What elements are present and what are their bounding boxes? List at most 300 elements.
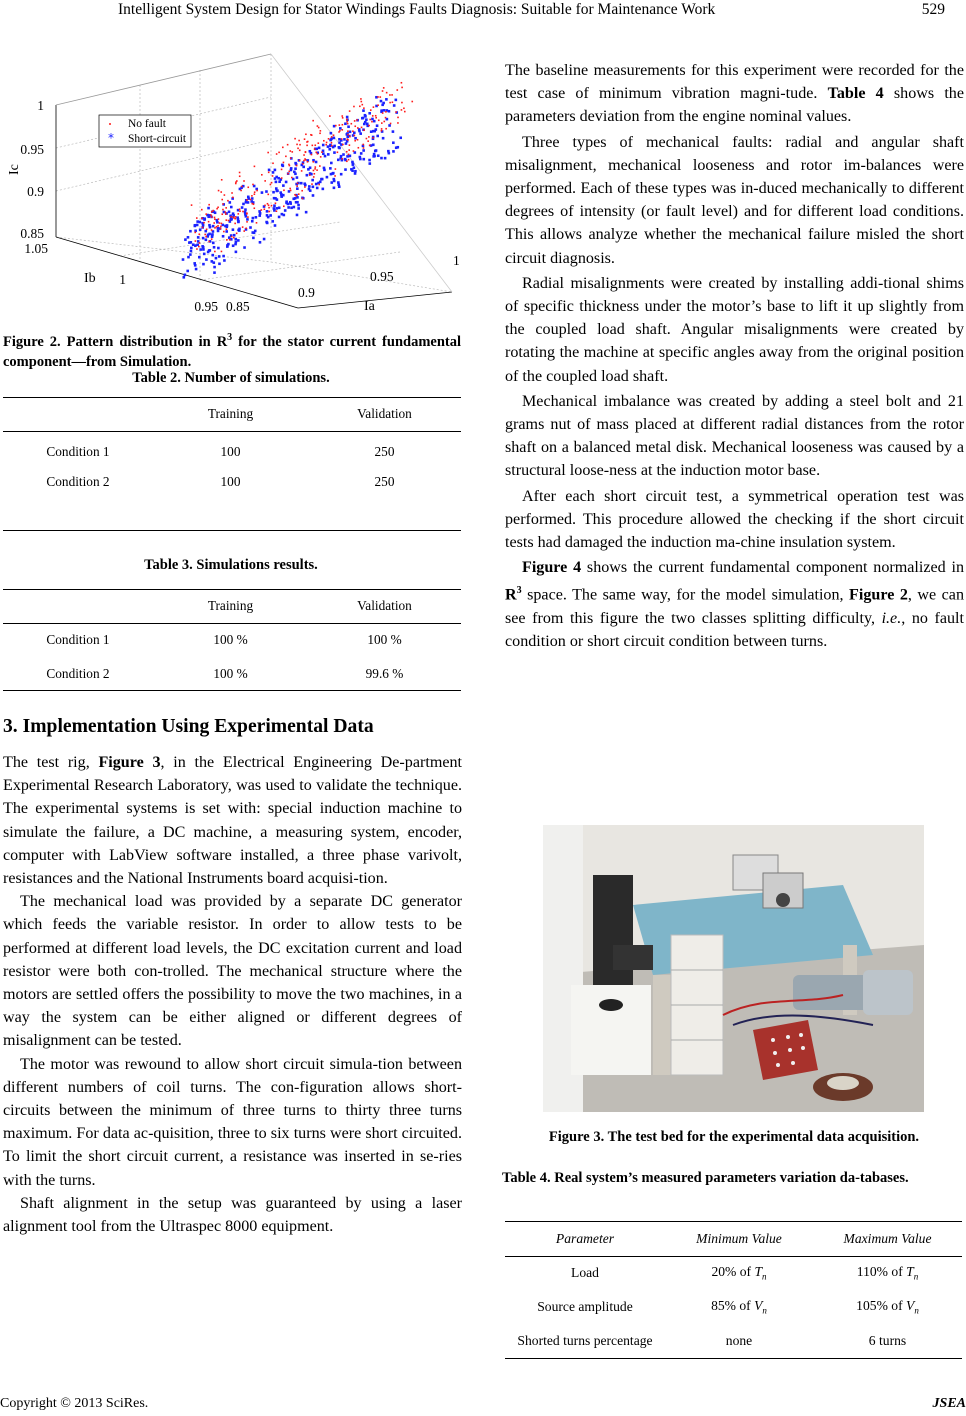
no-fault-point [217, 225, 219, 227]
no-fault-point [358, 147, 360, 149]
short-circuit-point [187, 256, 190, 259]
no-fault-point [401, 102, 403, 104]
no-fault-point [268, 204, 270, 206]
no-fault-point [361, 127, 363, 129]
short-circuit-point [222, 255, 225, 258]
no-fault-point [401, 109, 403, 111]
no-fault-point [337, 151, 339, 153]
short-circuit-point [330, 162, 333, 165]
no-fault-point [403, 107, 405, 109]
no-fault-point [289, 188, 291, 190]
no-fault-point [401, 87, 403, 89]
short-circuit-point [211, 254, 214, 257]
short-circuit-point [392, 141, 395, 144]
no-fault-point [347, 130, 349, 132]
svg-text:*: * [108, 131, 114, 145]
no-fault-point [378, 119, 380, 121]
test-bed-photo [543, 825, 924, 1112]
short-circuit-point [213, 271, 216, 274]
short-circuit-point [368, 159, 371, 162]
no-fault-point [218, 218, 220, 220]
short-circuit-point [354, 170, 357, 173]
no-fault-point [357, 139, 359, 141]
short-circuit-point [269, 214, 272, 217]
no-fault-point [247, 186, 249, 188]
short-circuit-point [199, 248, 202, 251]
no-fault-point [363, 107, 365, 109]
short-circuit-point [247, 196, 250, 199]
no-fault-point [206, 228, 208, 230]
short-circuit-point [287, 206, 290, 209]
short-circuit-point [222, 235, 225, 238]
no-fault-point [369, 145, 371, 147]
no-fault-point [339, 130, 341, 132]
short-circuit-point [202, 224, 205, 227]
short-circuit-point [217, 230, 220, 233]
no-fault-point [224, 211, 226, 213]
no-fault-point [290, 190, 292, 192]
paragraph: The motor was rewound to allow short circuit simula-tion between different numbers of coil turns. The con-figuration allows short-circuits between the minimum of three turns to thirty three turns maximum. For data ac-quisition, three to six turns were short circuited. To limit the short circuit current, a resistance was inserted in se-ries with the turns. [3, 1055, 462, 1189]
no-fault-point [283, 162, 285, 164]
no-fault-point [301, 190, 303, 192]
no-fault-point [234, 223, 236, 225]
no-fault-point [212, 210, 214, 212]
no-fault-point [389, 102, 391, 104]
figure3-caption: Figure 3. The test bed for the experimental data acquisition. [548, 1129, 920, 1145]
short-circuit-point [259, 212, 262, 215]
no-fault-point [321, 151, 323, 153]
no-fault-point [196, 217, 198, 219]
no-fault-point [305, 133, 307, 135]
no-fault-point [349, 144, 351, 146]
no-fault-point [347, 123, 349, 125]
table3-caption: Table 3. Simulations results. [144, 557, 318, 573]
short-circuit-point [201, 245, 204, 248]
no-fault-point [223, 231, 225, 233]
short-circuit-point [315, 161, 318, 164]
short-circuit-point [287, 203, 290, 206]
short-circuit-point [359, 158, 362, 161]
short-circuit-point [202, 248, 205, 251]
short-circuit-point [330, 138, 333, 141]
paragraph: Three types of mechanical faults: radial and angular shaft misalignment, mechanical looseness and rotor im-balances were performed. Each of these types was in-duced mechanically to different degrees of intensity (or fault level) and for different load conditions. This allows analyze whether the mechanical failure misled the short circuit diagnosis. [505, 133, 964, 267]
table3: Training Validation Condition 1 100 % 100 % Condition 2 100 % 99.6 % [3, 589, 461, 691]
no-fault-point [226, 228, 228, 230]
short-circuit-point [197, 236, 200, 239]
no-fault-point [383, 87, 385, 89]
short-circuit-point [331, 172, 334, 175]
no-fault-point [372, 137, 374, 139]
no-fault-point [254, 191, 256, 193]
no-fault-point [303, 154, 305, 156]
short-circuit-point [280, 193, 283, 196]
short-circuit-point [395, 146, 398, 149]
no-fault-point [354, 125, 356, 127]
no-fault-point [351, 123, 353, 125]
no-fault-point [301, 170, 303, 172]
short-circuit-point [388, 110, 391, 113]
short-circuit-point [234, 238, 237, 241]
short-circuit-point [297, 207, 300, 210]
short-circuit-point [346, 155, 349, 158]
no-fault-point [270, 184, 272, 186]
no-fault-point [267, 203, 269, 205]
paragraph: The test rig, Figure 3, in the Electrical Engineering De-partment Experimental Research Laboratory, was used to validate the technique. The experimental systems is set with: special induction machine to simulate the failure, a DC machine, a measuring system, encoder, computer with LabView software installed, a three phase varivolt, resistances and the National Instruments board acquisi-tion. [3, 754, 462, 888]
no-fault-point [271, 205, 273, 207]
no-fault-point [201, 218, 203, 220]
no-fault-point [296, 185, 298, 187]
no-fault-point [314, 148, 316, 150]
no-fault-point [242, 226, 244, 228]
no-fault-point [314, 168, 316, 170]
no-fault-point [239, 208, 241, 210]
short-circuit-point [307, 168, 310, 171]
no-fault-point [382, 90, 384, 92]
no-fault-point [333, 134, 335, 136]
no-fault-point [260, 209, 262, 211]
no-fault-point [242, 211, 244, 213]
short-circuit-point [212, 225, 215, 228]
no-fault-point [268, 172, 270, 174]
short-circuit-point [253, 231, 256, 234]
short-circuit-point [343, 138, 346, 141]
short-circuit-point [383, 109, 386, 112]
no-fault-point [401, 82, 403, 84]
no-fault-point [251, 203, 253, 205]
short-circuit-point [207, 207, 210, 210]
no-fault-point [220, 228, 222, 230]
no-fault-point [211, 238, 213, 240]
short-circuit-point [263, 238, 266, 241]
short-circuit-point [377, 154, 380, 157]
short-circuit-point [183, 276, 186, 279]
short-circuit-point [296, 214, 299, 217]
short-circuit-point [321, 178, 324, 181]
short-circuit-point [187, 236, 190, 239]
short-circuit-point [351, 169, 354, 172]
no-fault-point [357, 127, 359, 129]
short-circuit-point [371, 118, 374, 121]
no-fault-point [272, 162, 274, 164]
short-circuit-point [273, 209, 276, 212]
short-circuit-point [252, 217, 255, 220]
short-circuit-point [382, 137, 385, 140]
no-fault-point [234, 218, 236, 220]
table2-header: Training [207, 406, 254, 421]
table3-header: Training [207, 598, 254, 613]
no-fault-point [228, 220, 230, 222]
short-circuit-point [338, 141, 341, 144]
no-fault-point [267, 152, 269, 154]
no-fault-point [225, 207, 227, 209]
no-fault-point [283, 205, 285, 207]
short-circuit-point [195, 268, 198, 271]
no-fault-point [281, 177, 283, 179]
no-fault-point [299, 160, 301, 162]
no-fault-point [264, 205, 266, 207]
short-circuit-point [218, 255, 221, 258]
short-circuit-point [322, 144, 325, 147]
no-fault-point [305, 151, 307, 153]
short-circuit-point [340, 155, 343, 158]
short-circuit-point [342, 153, 345, 156]
no-fault-point [296, 165, 298, 167]
short-circuit-point [215, 257, 218, 260]
no-fault-point [361, 104, 363, 106]
no-fault-point [397, 117, 399, 119]
no-fault-point [288, 164, 290, 166]
no-fault-point [261, 174, 263, 176]
short-circuit-point [274, 177, 277, 180]
no-fault-point [377, 104, 379, 106]
short-circuit-point [319, 181, 322, 184]
no-fault-point [317, 125, 319, 127]
no-fault-point [334, 175, 336, 177]
no-fault-point [342, 117, 344, 119]
no-fault-point [208, 221, 210, 223]
paragraph: The baseline measurements for this experiment were recorded for the test case of minimum vibration magni-tude. Table 4 shows the parameters deviation from the engine nominal values. [505, 62, 964, 126]
short-circuit-point [237, 220, 240, 223]
short-circuit-point [214, 211, 217, 214]
short-circuit-point [217, 247, 220, 250]
no-fault-point [256, 190, 258, 192]
no-fault-point [283, 189, 285, 191]
short-circuit-point [380, 157, 383, 160]
short-circuit-point [184, 274, 187, 277]
short-circuit-point [213, 246, 216, 249]
short-circuit-point [182, 258, 185, 261]
short-circuit-point [272, 171, 275, 174]
no-fault-point [395, 111, 397, 113]
short-circuit-point [316, 187, 319, 190]
short-circuit-point [289, 201, 292, 204]
short-circuit-point [252, 237, 255, 240]
short-circuit-point [392, 130, 395, 133]
table4-cell: Shorted turns percentage [517, 1333, 653, 1348]
no-fault-point [312, 145, 314, 147]
short-circuit-point [388, 152, 391, 155]
no-fault-point [319, 132, 321, 134]
short-circuit-point [211, 234, 214, 237]
no-fault-point [320, 156, 322, 158]
short-circuit-point [338, 147, 341, 150]
no-fault-point [221, 179, 223, 181]
short-circuit-point [258, 214, 261, 217]
no-fault-point [225, 219, 227, 221]
short-circuit-point [372, 155, 375, 158]
no-fault-point [211, 211, 213, 213]
short-circuit-point [226, 244, 229, 247]
no-fault-point [226, 239, 228, 241]
no-fault-point [218, 190, 220, 192]
short-circuit-point [282, 184, 285, 187]
no-fault-point [347, 134, 349, 136]
short-circuit-point [309, 150, 312, 153]
short-circuit-point [209, 226, 212, 229]
no-fault-point [224, 194, 226, 196]
no-fault-point [329, 115, 331, 117]
no-fault-point [331, 145, 333, 147]
no-fault-point [210, 214, 212, 216]
no-fault-point [220, 191, 222, 193]
no-fault-point [208, 241, 210, 243]
no-fault-point [356, 119, 358, 121]
short-circuit-point [339, 127, 342, 130]
no-fault-point [211, 216, 213, 218]
no-fault-point [306, 145, 308, 147]
short-circuit-point [304, 184, 307, 187]
short-circuit-point [194, 264, 197, 267]
short-circuit-point [362, 149, 365, 152]
no-fault-point [346, 119, 348, 121]
no-fault-point [362, 144, 364, 146]
no-fault-point [291, 151, 293, 153]
no-fault-point [254, 166, 256, 168]
short-circuit-point [276, 207, 279, 210]
short-circuit-point [202, 263, 205, 266]
short-circuit-point [353, 166, 356, 169]
legend-short-circuit: Short-circuit [128, 133, 187, 145]
no-fault-point [287, 144, 289, 146]
short-circuit-point [312, 186, 315, 189]
short-circuit-point [296, 201, 299, 204]
table2-header: Validation [357, 406, 412, 421]
no-fault-point [214, 218, 216, 220]
short-circuit-point [190, 247, 193, 250]
left-column-text [3, 751, 462, 1238]
no-fault-point [341, 138, 343, 140]
paragraph: Shaft alignment in the setup was guaranteed by using a laser alignment tool from the Ultraspec 8000 equipment. [3, 1194, 462, 1236]
no-fault-point [325, 144, 327, 146]
no-fault-point [326, 142, 328, 144]
short-circuit-point [205, 238, 208, 241]
no-fault-point [291, 177, 293, 179]
no-fault-point [385, 128, 387, 130]
no-fault-point [363, 129, 365, 131]
no-fault-point [297, 148, 299, 150]
b-tick: 1 [119, 272, 126, 287]
no-fault-point [353, 106, 355, 108]
no-fault-point [221, 223, 223, 225]
no-fault-point [354, 140, 356, 142]
short-circuit-point [274, 169, 277, 172]
no-fault-point [276, 210, 278, 212]
short-circuit-point [237, 239, 240, 242]
paragraph: Figure 4 shows the current fundamental component normalized in $R^3$ space. The same way, for the model simulation, Figure 2, we can see from this figure the two classes splitting difficulty, i.e., no fault condition or short circuit condition between turns. [505, 559, 965, 651]
short-circuit-point [255, 216, 258, 219]
no-fault-point [229, 239, 231, 241]
no-fault-point [252, 184, 254, 186]
short-circuit-point [186, 270, 189, 273]
no-fault-point [298, 140, 300, 142]
no-fault-point [331, 136, 333, 138]
no-fault-point [353, 150, 355, 152]
table3-cell: Condition 1 [46, 632, 110, 647]
short-circuit-point [322, 188, 325, 191]
short-circuit-point [211, 260, 214, 263]
no-fault-point [246, 199, 248, 201]
no-fault-point [348, 159, 350, 161]
no-fault-point [346, 151, 348, 153]
short-circuit-point [196, 220, 199, 223]
short-circuit-point [294, 173, 297, 176]
no-fault-point [309, 174, 311, 176]
table4-cell: Source amplitude [537, 1299, 633, 1314]
short-circuit-point [393, 104, 396, 107]
no-fault-point [307, 161, 309, 163]
short-circuit-point [388, 124, 391, 127]
short-circuit-point [362, 109, 365, 112]
no-fault-point [320, 130, 322, 132]
no-fault-point [381, 122, 383, 124]
short-circuit-point [375, 149, 378, 152]
short-circuit-point [259, 241, 262, 244]
no-fault-point [245, 228, 247, 230]
short-circuit-point [373, 130, 376, 133]
no-fault-point [201, 209, 203, 211]
short-circuit-point [198, 256, 201, 259]
no-fault-point [290, 157, 292, 159]
short-circuit-point [346, 116, 349, 119]
short-circuit-point [290, 206, 293, 209]
short-circuit-point [196, 243, 199, 246]
short-circuit-point [372, 144, 375, 147]
no-fault-point [363, 147, 365, 149]
no-fault-point [195, 240, 197, 242]
no-fault-point [369, 119, 371, 121]
no-fault-point [233, 237, 235, 239]
short-circuit-point [293, 206, 296, 209]
no-fault-point [328, 138, 330, 140]
short-circuit-point [308, 185, 311, 188]
short-circuit-point [349, 130, 352, 133]
no-fault-point [235, 181, 237, 183]
no-fault-point [318, 142, 320, 144]
short-circuit-point [194, 225, 197, 228]
no-fault-point [331, 142, 333, 144]
table4-caption: Table 4. Real system’s measured parameters variation da-tabases. [502, 1170, 909, 1186]
no-fault-point [221, 199, 223, 201]
no-fault-point [306, 141, 308, 143]
section-heading: 3. Implementation Using Experimental Data [3, 716, 374, 737]
short-circuit-point [271, 220, 274, 223]
short-circuit-point [232, 244, 235, 247]
short-circuit-point [242, 203, 245, 206]
short-circuit-point [228, 211, 231, 214]
z-tick: 1 [37, 98, 44, 113]
short-circuit-point [189, 253, 192, 256]
no-fault-point [335, 168, 337, 170]
no-fault-point [254, 207, 256, 209]
table2: Training Validation Condition 1 100 250 Condition 2 100 250 [3, 397, 461, 499]
no-fault-point [268, 211, 270, 213]
no-fault-point [302, 163, 304, 165]
paragraph: Mechanical imbalance was created by adding a steel bolt and 21 grams nut of mass placed at different radial distances from the rotor shaft on a balanced metal disk. Mechanical looseness was caused by a structural loose-ness at the induction motor base. [505, 392, 964, 480]
short-circuit-point [284, 209, 287, 212]
short-circuit-point [318, 147, 321, 150]
no-fault-point [243, 230, 245, 232]
short-circuit-point [296, 187, 299, 190]
no-fault-point [391, 94, 393, 96]
short-circuit-point [273, 197, 276, 200]
short-circuit-point [330, 181, 333, 184]
no-fault-point [288, 171, 290, 173]
z-axis-label: Ic [7, 164, 22, 175]
short-circuit-point [278, 180, 281, 183]
short-circuit-point [340, 173, 343, 176]
no-fault-point [341, 115, 343, 117]
no-fault-point [203, 222, 205, 224]
